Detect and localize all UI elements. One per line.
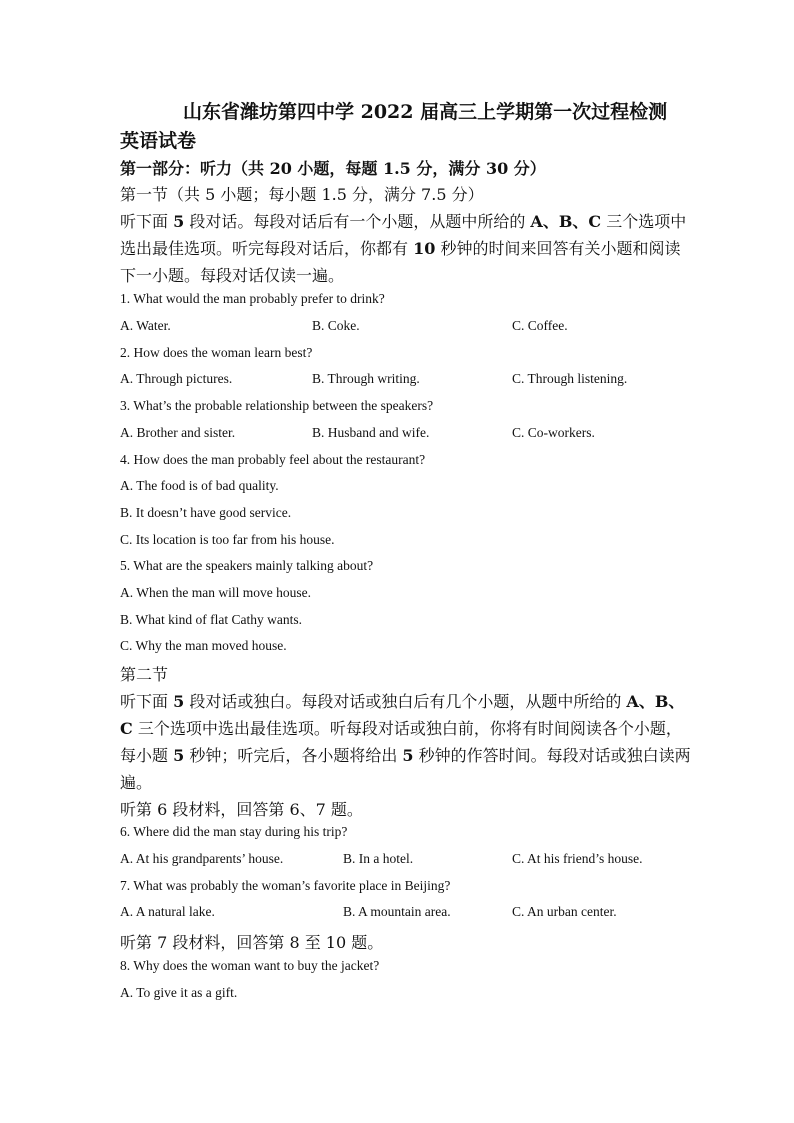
q1-option-a: A. Water. <box>120 318 171 333</box>
q6-option-b: B. In a hotel. <box>343 851 414 866</box>
material-7-heading: 听第 7 段材料，回答第 8 至 10 题。 <box>120 933 384 952</box>
question-8: 8. Why does the woman want to buy the jacket? <box>120 958 380 973</box>
question-7: 7. What was probably the woman’s favorite place in Beijing? <box>120 878 451 893</box>
section2-heading: 第二节 <box>120 665 169 684</box>
section2-instruction-line2: C 三个选项中选出最佳选项。听每段对话或独白前，你将有时间阅读各个小题， <box>120 719 682 738</box>
q6-option-a: A. At his grandparents’ house. <box>120 851 284 866</box>
material-6-heading: 听第 6 段材料，回答第 6、7 题。 <box>120 800 363 819</box>
question-5: 5. What are the speakers mainly talking about? <box>120 558 374 573</box>
section1-instruction-line2: 选出最佳选项。听完每段对话后，你都有 10 秒钟的时间来回答有关小题和阅读 <box>120 239 681 258</box>
section2-instruction-line1: 听下面 5 段对话或独白。每段对话或独白后有几个小题，从题中所给的 A、B、 <box>120 692 685 711</box>
q7-option-b: B. A mountain area. <box>343 904 451 919</box>
question-2: 2. How does the woman learn best? <box>120 345 313 360</box>
question-6: 6. Where did the man stay during his trip? <box>120 824 348 839</box>
q5-option-b: B. What kind of flat Cathy wants. <box>120 612 302 627</box>
q2-option-b: B. Through writing. <box>312 371 420 386</box>
q1-option-b: B. Coke. <box>312 318 360 333</box>
q6-option-c: C. At his friend’s house. <box>512 851 643 866</box>
q3-option-a: A. Brother and sister. <box>120 425 236 440</box>
q4-option-a: A. The food is of bad quality. <box>120 478 279 493</box>
exam-title: 山东省潍坊第四中学 2022 届高三上学期第一次过程检测 <box>183 101 668 123</box>
section2-instruction-line4: 遍。 <box>120 773 153 792</box>
q4-option-c: C. Its location is too far from his house. <box>120 532 335 547</box>
q8-option-a: A. To give it as a gift. <box>120 985 238 1000</box>
q7-option-c: C. An urban center. <box>512 904 617 919</box>
section1-instruction-line3: 下一小题。每段对话仅读一遍。 <box>120 266 345 285</box>
question-4: 4. How does the man probably feel about the restaurant? <box>120 452 426 467</box>
q1-option-c: C. Coffee. <box>512 318 568 333</box>
section1-instruction-line1: 听下面 5 段对话。每段对话后有一个小题，从题中所给的 A、B、C 三个选项中 <box>120 212 687 231</box>
exam-subtitle: 英语试卷 <box>120 130 197 152</box>
q2-option-c: C. Through listening. <box>512 371 628 386</box>
q2-option-a: A. Through pictures. <box>120 371 233 386</box>
question-3: 3. What’s the probable relationship between the speakers? <box>120 398 434 413</box>
q3-option-b: B. Husband and wife. <box>312 425 430 440</box>
q4-option-b: B. It doesn’t have good service. <box>120 505 292 520</box>
question-1: 1. What would the man probably prefer to drink? <box>120 291 385 306</box>
part1-heading: 第一部分：听力（共 20 小题，每题 1.5 分，满分 30 分） <box>120 159 546 178</box>
q7-option-a: A. A natural lake. <box>120 904 215 919</box>
q3-option-c: C. Co-workers. <box>512 425 595 440</box>
q5-option-a: A. When the man will move house. <box>120 585 311 600</box>
section1-heading: 第一节（共 5 小题；每小题 1.5 分，满分 7.5 分） <box>120 185 484 204</box>
q5-option-c: C. Why the man moved house. <box>120 638 287 653</box>
section2-instruction-line3: 每小题 5 秒钟；听完后，各小题将给出 5 秒钟的作答时间。每段对话或独白读两 <box>120 746 691 765</box>
